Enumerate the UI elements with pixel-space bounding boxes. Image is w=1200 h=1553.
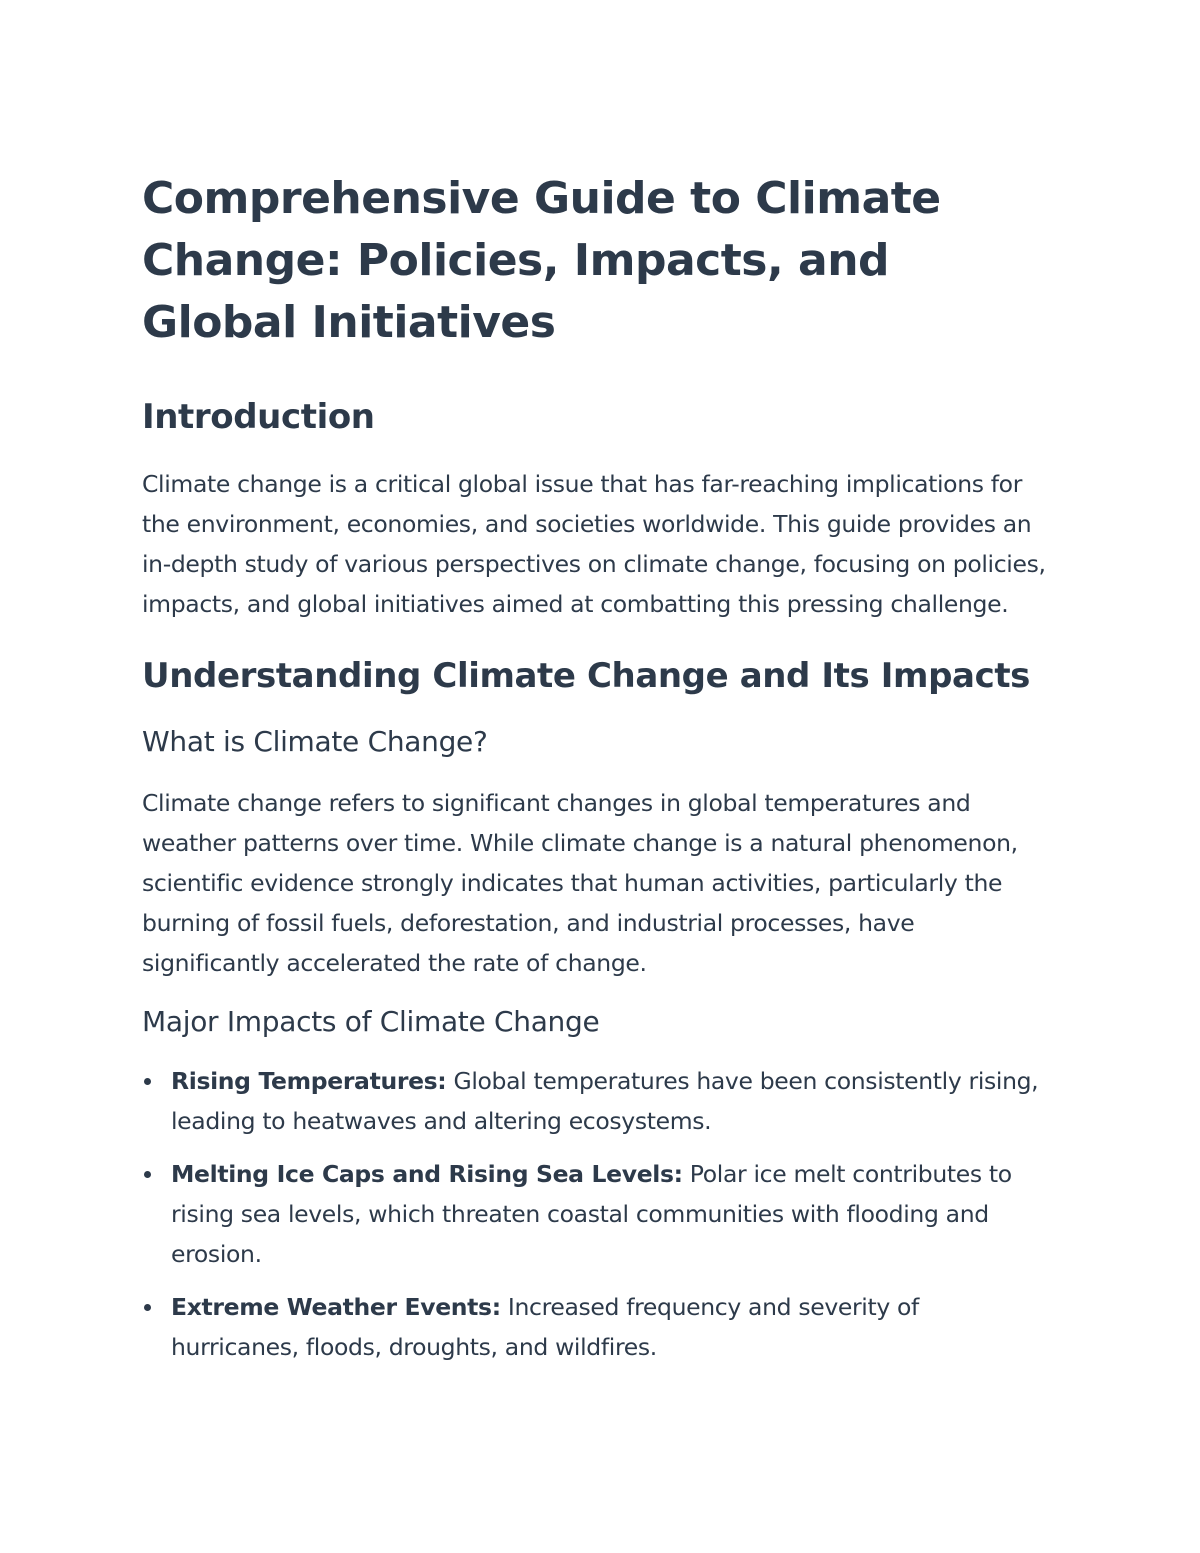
list-item-text: Polar ice melt contributes to rising sea levels, which threaten coastal communities with flooding and erosion. (171, 1160, 1012, 1268)
list-item-term: Extreme Weather Events: (171, 1293, 501, 1321)
list-item (142, 1154, 1052, 1274)
list-item-text: Global temperatures have been consistently rising, leading to heatwaves and altering ecosystems. (171, 1067, 1039, 1135)
list-item-term: Melting Ice Caps and Rising Sea Levels: (171, 1160, 683, 1188)
bullet-icon (144, 1078, 151, 1085)
impacts-list (142, 1061, 1052, 1367)
bullet-icon (144, 1171, 151, 1178)
list-item-term: Rising Temperatures: (171, 1067, 447, 1095)
document-page (142, 168, 1052, 1380)
list-item-text: Increased frequency and severity of hurricanes, floods, droughts, and wildfires. (171, 1293, 919, 1361)
introduction-paragraph: Climate change is a critical global issue that has far-reaching implications for the environment, economies, and societies worldwide. This guide provides an in-depth study of various perspectives on climate change, focusing on policies, impacts, and global initiatives aimed at combatting this pressing challenge. (142, 470, 1046, 618)
what-is-climate-change-paragraph: Climate change refers to significant changes in global temperatures and weather patterns over time. While climate change is a natural phenomenon, scientific evidence strongly indicates that human activities, particularly the burning of fossil fuels, deforestation, and industrial processes, have significantly accelerated the rate of change. (142, 789, 1018, 977)
list-item (142, 1061, 1052, 1141)
bullet-icon (144, 1304, 151, 1311)
what-is-climate-change-heading: What is Climate Change? (142, 725, 488, 758)
list-item (142, 1287, 1052, 1367)
introduction-heading: Introduction (142, 397, 375, 437)
major-impacts-heading: Major Impacts of Climate Change (142, 1005, 600, 1038)
understanding-heading: Understanding Climate Change and Its Impacts (142, 656, 1031, 696)
page-title: Comprehensive Guide to Climate Change: Policies, Impacts, and Global Initiatives (142, 173, 941, 348)
